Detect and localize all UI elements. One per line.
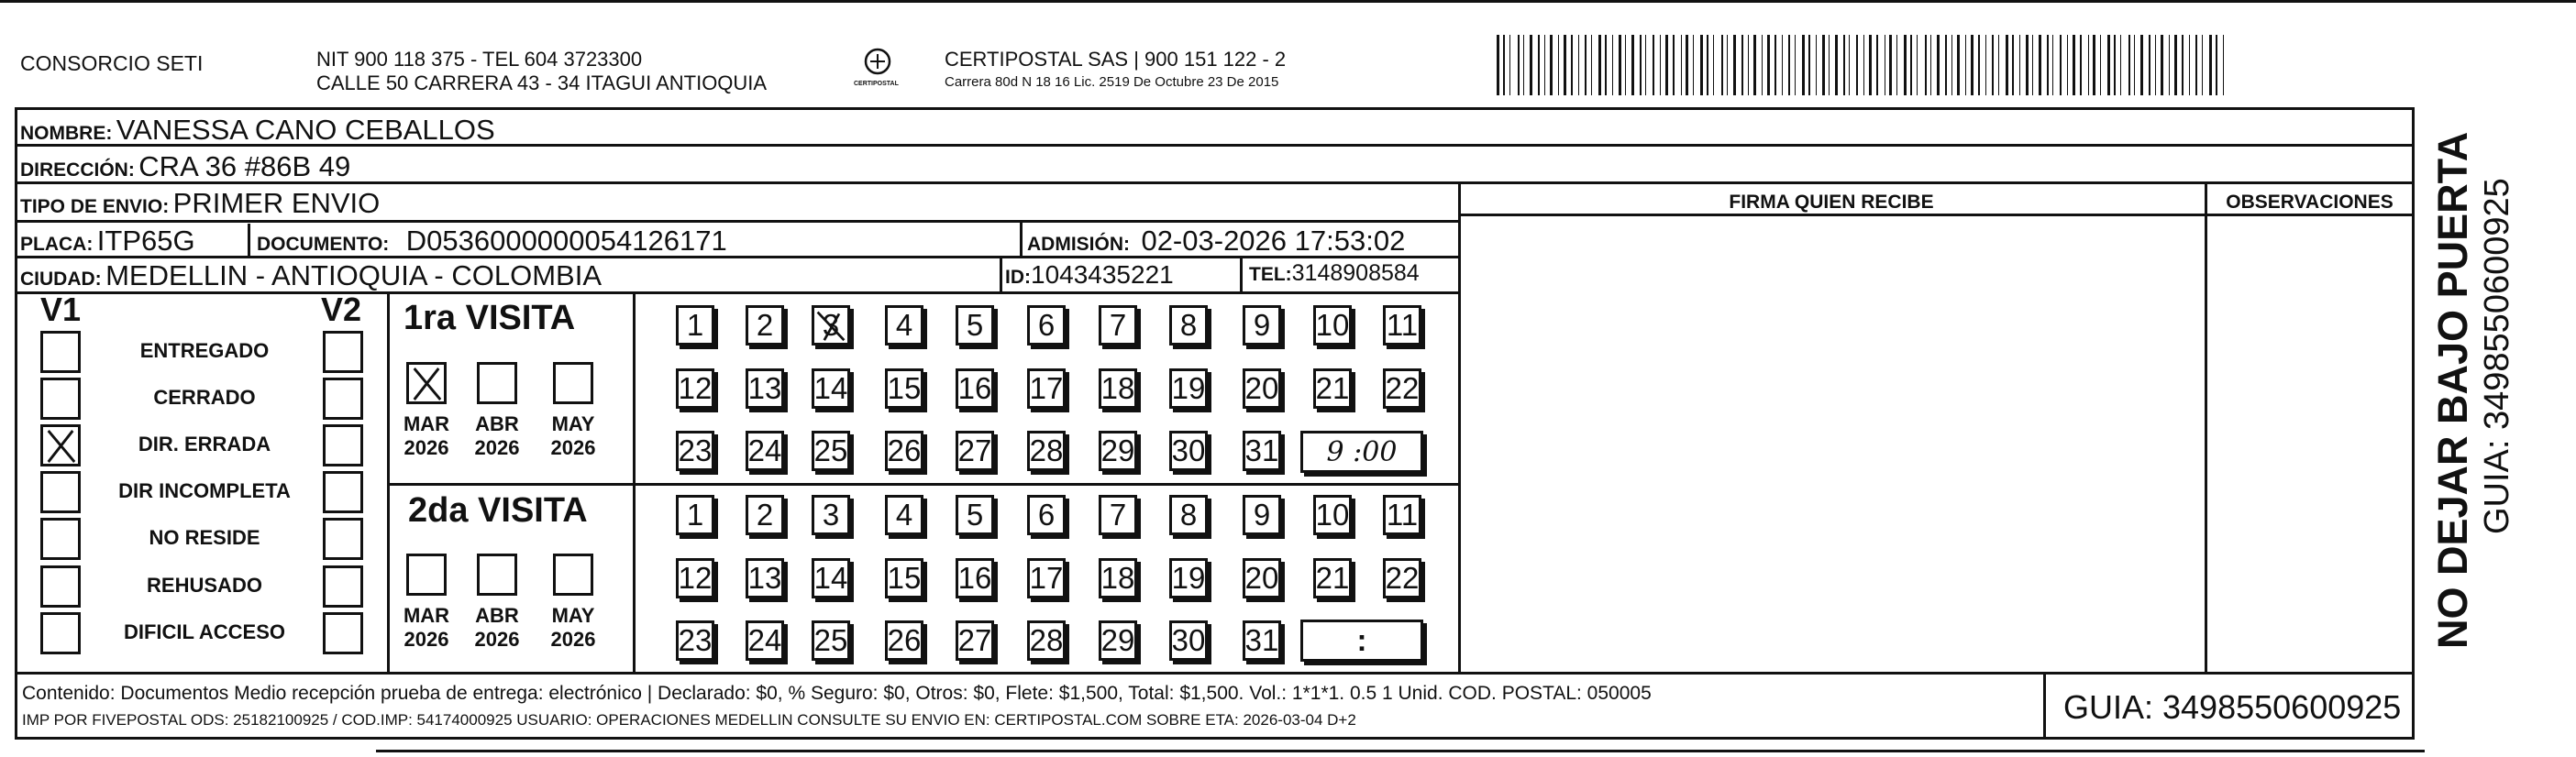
day-box[interactable]: 14 bbox=[812, 368, 850, 409]
status-v2-checkbox[interactable] bbox=[323, 378, 363, 420]
month-name: MAR bbox=[403, 604, 450, 627]
status-v1-checkbox[interactable] bbox=[40, 331, 81, 373]
month-label bbox=[393, 412, 459, 460]
rule-admision-left bbox=[1020, 220, 1023, 257]
rule-columns-head bbox=[1458, 214, 2415, 216]
barcode bbox=[1497, 35, 2230, 95]
address-line: CALLE 50 CARRERA 43 - 34 ITAGUI ANTIOQUIA bbox=[316, 71, 768, 94]
day-box[interactable]: 16 bbox=[956, 368, 994, 409]
day-box[interactable]: 18 bbox=[1099, 368, 1137, 409]
month-year: 2026 bbox=[474, 436, 520, 459]
day-box[interactable]: 11 bbox=[1383, 495, 1421, 535]
day-box[interactable]: 24 bbox=[746, 620, 784, 661]
footer-imp-line: IMP POR FIVEPOSTAL ODS: 25182100925 / COD.IMP: 54174000925 USUARIO: OPERACIONES MEDELLIN CONSULTE SU ENVIO EN: CERTIPOSTAL.COM SOBRE ETA: 2026-03-04 D+2 bbox=[22, 711, 1356, 729]
day-box[interactable]: 26 bbox=[885, 620, 923, 661]
day-box[interactable]: 29 bbox=[1099, 620, 1137, 661]
day-box[interactable]: 6 bbox=[1027, 495, 1066, 535]
day-box[interactable]: 17 bbox=[1027, 368, 1066, 409]
status-label: REHUSADO bbox=[147, 574, 262, 597]
admision-field bbox=[1027, 226, 1405, 255]
month-name: MAR bbox=[403, 412, 450, 435]
visit1-time-box: 9 :00 bbox=[1300, 431, 1423, 473]
status-label: CERRADO bbox=[153, 386, 256, 409]
day-box[interactable]: 5 bbox=[956, 305, 994, 346]
bottom-rule bbox=[376, 750, 2425, 752]
day-box[interactable]: 16 bbox=[956, 558, 994, 598]
day-box[interactable]: 8 bbox=[1169, 305, 1208, 346]
certipostal-line-2: Carrera 80d N 18 16 Lic. 2519 De Octubre 23 De 2015 bbox=[945, 74, 1279, 90]
status-v1-checkbox[interactable] bbox=[40, 378, 81, 420]
side-guia: GUIA: 3498550600925 bbox=[2478, 178, 2516, 534]
day-box[interactable]: 28 bbox=[1027, 620, 1066, 661]
rule-id-left bbox=[1000, 256, 1002, 292]
certipostal-logo bbox=[854, 46, 899, 90]
day-box[interactable]: 5 bbox=[956, 495, 994, 535]
day-box[interactable]: 9 bbox=[1243, 495, 1281, 535]
ciudad-label: CIUDAD: bbox=[20, 269, 102, 290]
day-box[interactable]: 4 bbox=[885, 495, 923, 535]
day-box[interactable]: 21 bbox=[1313, 558, 1352, 598]
day-box[interactable]: 12 bbox=[676, 558, 714, 598]
rule-direccion bbox=[15, 181, 2415, 184]
month-name: ABR bbox=[475, 412, 519, 435]
visit2-time-box: : bbox=[1300, 620, 1423, 662]
day-box[interactable]: 23 bbox=[676, 431, 714, 471]
company-name: CONSORCIO SETI bbox=[20, 51, 204, 75]
v2-header: V2 bbox=[321, 291, 362, 328]
month-label bbox=[464, 412, 530, 460]
footer-content-line: Contenido: Documentos Medio recepción prueba de entrega: electrónico | Declarado: $0, % Seguro: $0, Otros: $0, Flete: $1,500, Total: $1,500. Vol.: 1*1*1. 0.5 1 Unid. COD. POSTAL: 050005 bbox=[22, 683, 1652, 704]
logo-text: CERTIPOSTAL bbox=[854, 81, 899, 87]
day-box[interactable]: 9 bbox=[1243, 305, 1281, 346]
day-box[interactable]: 15 bbox=[885, 558, 923, 598]
rule-placa-doc bbox=[248, 224, 250, 256]
firma-header: FIRMA QUIEN RECIBE bbox=[1729, 192, 1934, 213]
v1-header: V1 bbox=[40, 291, 82, 328]
nit-line: NIT 900 118 375 - TEL 604 3723300 bbox=[316, 48, 643, 71]
day-box[interactable]: 27 bbox=[956, 431, 994, 471]
rule-days-left bbox=[633, 291, 636, 672]
day-box[interactable]: 7 bbox=[1099, 305, 1137, 346]
direccion-label: DIRECCIÓN: bbox=[20, 159, 135, 181]
day-box[interactable]: 28 bbox=[1027, 431, 1066, 471]
day-box[interactable]: 7 bbox=[1099, 495, 1137, 535]
observaciones-header: OBSERVACIONES bbox=[2226, 192, 2394, 213]
day-box[interactable]: 22 bbox=[1383, 368, 1421, 409]
day-box[interactable]: 8 bbox=[1169, 495, 1208, 535]
day-box[interactable]: 13 bbox=[746, 368, 784, 409]
status-v1-checkbox[interactable] bbox=[40, 471, 81, 513]
day-box[interactable]: 30 bbox=[1169, 431, 1208, 471]
status-label: NO RESIDE bbox=[149, 526, 260, 549]
id-field bbox=[1005, 262, 1174, 288]
month-label bbox=[464, 604, 530, 652]
tipo-field bbox=[20, 189, 380, 217]
tipo-label: TIPO DE ENVIO: bbox=[20, 196, 170, 217]
day-box[interactable]: 29 bbox=[1099, 431, 1137, 471]
day-box[interactable]: 26 bbox=[885, 431, 923, 471]
rule-tipo bbox=[15, 220, 1458, 223]
side-warning: NO DEJAR BAJO PUERTA bbox=[2429, 131, 2476, 649]
tel-label: TEL: bbox=[1249, 264, 1292, 285]
nombre-value: VANESSA CANO CEBALLOS bbox=[116, 114, 495, 146]
day-box[interactable]: 1 bbox=[676, 305, 714, 346]
month-name: MAY bbox=[551, 604, 595, 627]
status-v2-checkbox[interactable] bbox=[323, 331, 363, 373]
rule-obs-left bbox=[2205, 181, 2207, 672]
rule-visit-split bbox=[387, 483, 1458, 486]
day-box[interactable]: 24 bbox=[746, 431, 784, 471]
month-year: 2026 bbox=[550, 436, 596, 459]
ciudad-value: MEDELLIN - ANTIOQUIA - COLOMBIA bbox=[105, 259, 602, 291]
day-box[interactable]: 6 bbox=[1027, 305, 1066, 346]
rule-guia-left bbox=[2043, 672, 2046, 740]
status-label: DIR. ERRADA bbox=[138, 433, 271, 455]
day-box[interactable]: 27 bbox=[956, 620, 994, 661]
day-box[interactable]: 20 bbox=[1243, 368, 1281, 409]
placa-field bbox=[20, 226, 195, 255]
month-year: 2026 bbox=[550, 628, 596, 651]
tel-value: 3148908584 bbox=[1291, 260, 1420, 286]
status-v1-checkbox[interactable] bbox=[40, 612, 81, 654]
certipostal-line-1: CERTIPOSTAL SAS | 900 151 122 - 2 bbox=[945, 48, 1287, 71]
visit1-title: 1ra VISITA bbox=[404, 299, 576, 337]
placa-value: ITP65G bbox=[96, 225, 195, 257]
nombre-label: NOMBRE: bbox=[20, 123, 113, 144]
month-checkbox[interactable] bbox=[553, 554, 593, 596]
day-box[interactable]: 10 bbox=[1313, 495, 1352, 535]
rule-firma-left bbox=[1458, 181, 1461, 672]
day-box[interactable]: 2 bbox=[746, 495, 784, 535]
month-label bbox=[393, 604, 459, 652]
ciudad-field bbox=[20, 261, 602, 290]
day-box[interactable]: 30 bbox=[1169, 620, 1208, 661]
documento-value: D0536000000054126171 bbox=[405, 225, 727, 257]
day-box[interactable]: 19 bbox=[1169, 558, 1208, 598]
month-year: 2026 bbox=[474, 628, 520, 651]
day-box[interactable]: 3 bbox=[812, 495, 850, 535]
day-box[interactable]: 25 bbox=[812, 620, 850, 661]
day-box[interactable]: 15 bbox=[885, 368, 923, 409]
id-label: ID: bbox=[1005, 267, 1031, 288]
day-box[interactable]: 21 bbox=[1313, 368, 1352, 409]
day-box[interactable]: 20 bbox=[1243, 558, 1281, 598]
footer-guia: GUIA: 3498550600925 bbox=[2063, 688, 2402, 726]
status-label: DIFICIL ACCESO bbox=[123, 620, 285, 643]
day-box[interactable]: 22 bbox=[1383, 558, 1421, 598]
direccion-value: CRA 36 #86B 49 bbox=[138, 150, 351, 182]
status-v2-checkbox[interactable] bbox=[323, 518, 363, 560]
day-box[interactable]: 1 bbox=[676, 495, 714, 535]
day-box[interactable]: 23 bbox=[676, 620, 714, 661]
status-v1-checkbox[interactable] bbox=[40, 518, 81, 560]
status-v2-checkbox[interactable] bbox=[323, 565, 363, 608]
tipo-value: PRIMER ENVIO bbox=[172, 187, 381, 219]
status-label: ENTREGADO bbox=[139, 339, 270, 362]
day-box[interactable]: 19 bbox=[1169, 368, 1208, 409]
month-checkbox[interactable] bbox=[406, 554, 447, 596]
nombre-field bbox=[20, 115, 495, 144]
day-box[interactable]: 10 bbox=[1313, 305, 1352, 346]
month-year: 2026 bbox=[404, 628, 449, 651]
visit2-title: 2da VISITA bbox=[408, 491, 588, 530]
rule-visit-left bbox=[387, 291, 390, 672]
day-box[interactable]: 3 bbox=[812, 305, 850, 346]
tel-field bbox=[1249, 262, 1420, 285]
month-year: 2026 bbox=[404, 436, 449, 459]
month-label bbox=[540, 604, 606, 652]
top-rule bbox=[0, 0, 2576, 3]
month-name: ABR bbox=[475, 604, 519, 627]
day-box[interactable]: 12 bbox=[676, 368, 714, 409]
status-label: DIR INCOMPLETA bbox=[118, 479, 291, 502]
direccion-field bbox=[20, 152, 350, 181]
day-box[interactable]: 14 bbox=[812, 558, 850, 598]
admision-label: ADMISIÓN: bbox=[1027, 234, 1130, 255]
day-box[interactable]: 4 bbox=[885, 305, 923, 346]
month-checkbox[interactable] bbox=[406, 362, 447, 404]
month-name: MAY bbox=[551, 412, 595, 435]
day-box[interactable]: 17 bbox=[1027, 558, 1066, 598]
month-checkbox[interactable] bbox=[477, 362, 517, 404]
day-box[interactable]: 18 bbox=[1099, 558, 1137, 598]
documento-label: DOCUMENTO: bbox=[257, 234, 390, 255]
day-box[interactable]: 25 bbox=[812, 431, 850, 471]
documento-field bbox=[257, 226, 727, 255]
day-box[interactable]: 2 bbox=[746, 305, 784, 346]
rule-footer bbox=[15, 672, 2415, 675]
month-checkbox[interactable] bbox=[477, 554, 517, 596]
admision-value: 02-03-2026 17:53:02 bbox=[1141, 225, 1406, 257]
status-v2-checkbox[interactable] bbox=[323, 612, 363, 654]
month-label bbox=[540, 412, 606, 460]
month-checkbox[interactable] bbox=[553, 362, 593, 404]
status-v2-checkbox[interactable] bbox=[323, 471, 363, 513]
status-v2-checkbox[interactable] bbox=[323, 424, 363, 466]
placa-label: PLACA: bbox=[20, 234, 94, 255]
rule-tel-left bbox=[1240, 256, 1243, 292]
day-box[interactable]: 13 bbox=[746, 558, 784, 598]
day-box[interactable]: 31 bbox=[1243, 620, 1281, 661]
day-box[interactable]: 31 bbox=[1243, 431, 1281, 471]
status-v1-checkbox[interactable] bbox=[40, 565, 81, 608]
status-v1-checkbox[interactable] bbox=[40, 424, 81, 466]
day-box[interactable]: 11 bbox=[1383, 305, 1421, 346]
id-value: 1043435221 bbox=[1031, 260, 1174, 289]
